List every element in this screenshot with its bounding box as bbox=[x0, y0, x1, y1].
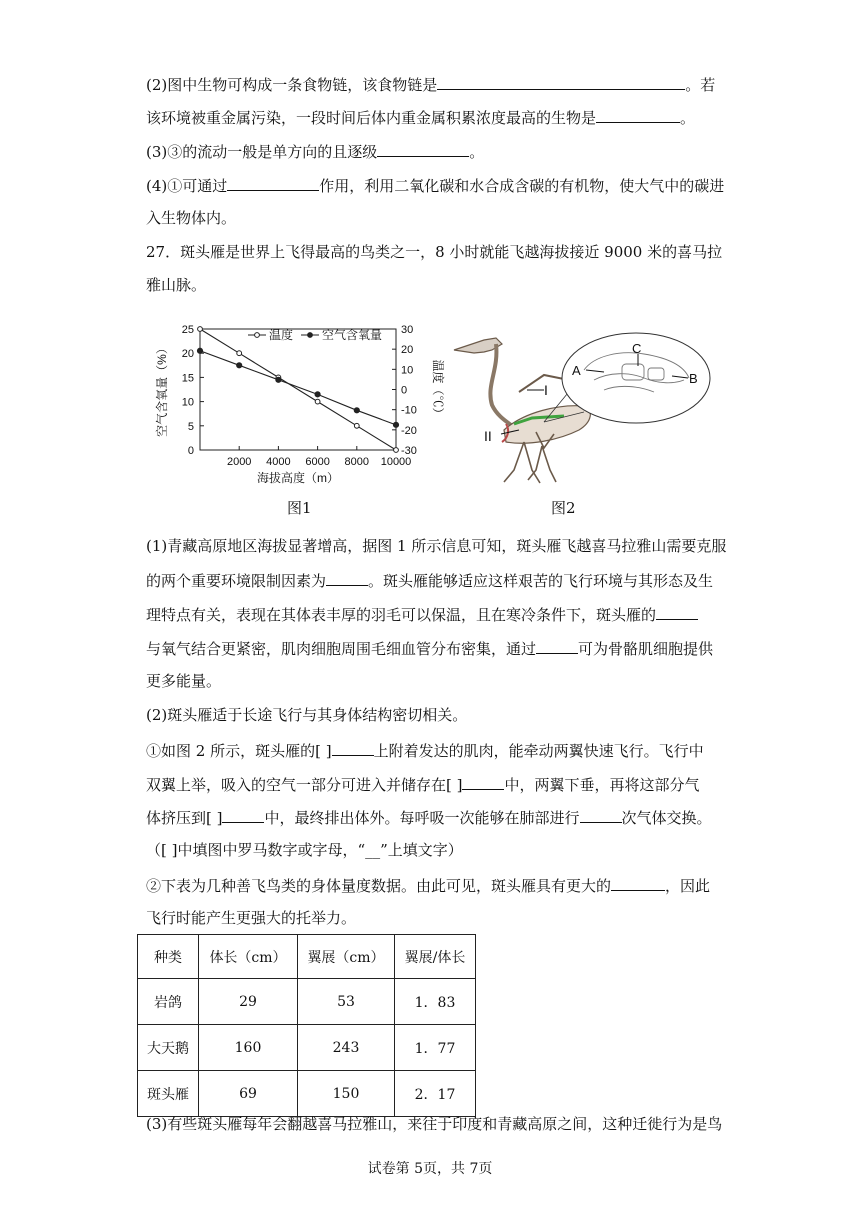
table-cell: 69 bbox=[199, 1071, 298, 1117]
q27-part1-line2 bbox=[146, 569, 713, 591]
table-header: 体长（cm） bbox=[199, 935, 298, 979]
label-B: B bbox=[689, 371, 698, 386]
text: 。斑头雁能够适应这样艰苦的飞行环境与其形态及生 bbox=[368, 572, 714, 590]
text: ①如图 2 所示，斑头雁的[ ] bbox=[146, 742, 332, 760]
table-header: 翼展/体长 bbox=[395, 935, 476, 979]
text: 体挤压到[ ] bbox=[146, 809, 223, 827]
data-point bbox=[393, 422, 398, 427]
text: 雅山脉。 bbox=[146, 276, 207, 294]
answer-blank[interactable] bbox=[462, 773, 504, 790]
text: 。 bbox=[469, 143, 485, 161]
table-cell: 大天鹅 bbox=[138, 1025, 199, 1071]
text: 上附着发达的肌肉，能牵动两翼快速飞行。飞行中 bbox=[373, 742, 704, 760]
y-right-tick-label: -30 bbox=[401, 445, 417, 457]
table-cell: 150 bbox=[298, 1071, 395, 1117]
text: 次气体交换。 bbox=[621, 809, 712, 827]
q27-intro-line1 bbox=[146, 242, 722, 262]
table-cell: 29 bbox=[199, 979, 298, 1025]
table-row bbox=[138, 1071, 476, 1117]
answer-blank[interactable] bbox=[222, 806, 264, 823]
table-cell: 斑头雁 bbox=[138, 1071, 199, 1117]
legend-label: 温度 bbox=[269, 328, 294, 342]
table-header: 种类 bbox=[138, 935, 199, 979]
answer-blank[interactable] bbox=[332, 739, 374, 756]
text: （[ ]中填图中罗马数字或字母，“__”上填文字） bbox=[146, 841, 463, 859]
x-tick-label: 8000 bbox=[344, 456, 370, 468]
answer-blank[interactable] bbox=[656, 603, 698, 620]
q26-part4-line2 bbox=[146, 208, 236, 228]
q26-part2-line2 bbox=[146, 106, 695, 128]
text: ②下表为几种善飞鸟类的身体量度数据。由此可见，斑头雁具有更大的 bbox=[146, 877, 612, 895]
page-footer: 试卷第 5页，共 7页 bbox=[367, 1161, 493, 1177]
label-A: A bbox=[572, 363, 581, 378]
q27-part2-1-line3 bbox=[146, 806, 712, 828]
y-left-tick-label: 20 bbox=[181, 348, 194, 361]
y-left-tick-label: 15 bbox=[181, 372, 194, 385]
text: 飞行时能产生更强大的托举力。 bbox=[146, 909, 357, 927]
q27-part1-line5 bbox=[146, 671, 221, 691]
figure2-bird-skeleton-diagram bbox=[444, 320, 722, 495]
data-point bbox=[315, 399, 320, 404]
y-left-tick-label: 0 bbox=[187, 445, 194, 457]
q27-part1-line3 bbox=[146, 603, 698, 625]
text: (1)青藏高原地区海拔显著增高，据图 1 所示信息可知，斑头雁飞越喜马拉雅山需要克服 bbox=[146, 537, 727, 555]
data-point bbox=[354, 423, 359, 428]
y-right-axis-label: 温度（℃） bbox=[431, 359, 445, 420]
data-point bbox=[354, 408, 359, 413]
text: 27．斑头雁是世界上飞得最高的鸟类之一，8 小时就能飞越海拔接近 9000 米的喜马拉 bbox=[146, 243, 723, 261]
data-point bbox=[197, 348, 202, 353]
legend-marker bbox=[255, 333, 260, 338]
q27-part2-1-note bbox=[146, 840, 463, 860]
label-II: II bbox=[484, 428, 492, 444]
text: (2)斑头雁适于长途飞行与其身体结构密切相关。 bbox=[146, 706, 468, 724]
legend-label: 空气含氧量 bbox=[322, 328, 383, 342]
text: 该环境被重金属污染，一段时间后体内重金属积累浓度最高的生物是 bbox=[146, 109, 597, 127]
y-right-tick-label: 30 bbox=[401, 324, 414, 336]
text: 。若 bbox=[685, 76, 716, 94]
q26-part4-line1 bbox=[146, 174, 724, 196]
series-line-1 bbox=[200, 351, 396, 425]
data-point bbox=[315, 392, 320, 397]
y-right-tick-label: -10 bbox=[401, 404, 417, 417]
table-row bbox=[138, 1025, 476, 1071]
table-header: 翼展（cm） bbox=[298, 935, 395, 979]
text: (3)有些斑头雁每年会翻越喜马拉雅山，来往于印度和青藏高原之间，这种迁徙行为是鸟 bbox=[146, 1115, 723, 1133]
y-right-tick-label: 20 bbox=[401, 344, 414, 357]
q27-part2-title bbox=[146, 705, 467, 725]
y-left-tick-label: 10 bbox=[181, 396, 194, 409]
answer-blank[interactable] bbox=[596, 106, 680, 123]
q26-part3 bbox=[146, 140, 484, 162]
text: 中，两翼下垂，再将这部分气 bbox=[504, 776, 700, 794]
answer-blank[interactable] bbox=[326, 569, 368, 586]
bird-measurement-table bbox=[137, 934, 476, 1117]
q27-part3-line1 bbox=[146, 1114, 722, 1134]
y-left-tick-label: 5 bbox=[187, 420, 194, 433]
x-tick-label: 10000 bbox=[380, 456, 412, 468]
q27-part2-2-line2 bbox=[146, 908, 356, 928]
answer-blank[interactable] bbox=[611, 874, 665, 891]
x-tick-label: 6000 bbox=[305, 456, 330, 468]
table-cell: 53 bbox=[298, 979, 395, 1025]
q27-part1-line1 bbox=[146, 536, 726, 556]
y-right-tick-label: 0 bbox=[401, 384, 408, 397]
table-cell: 2．17 bbox=[395, 1071, 476, 1117]
answer-blank[interactable] bbox=[580, 806, 622, 823]
figure1-caption: 图1 bbox=[287, 499, 312, 517]
text: 理特点有关，表现在其体表丰厚的羽毛可以保温，且在寒冷条件下，斑头雁的 bbox=[146, 606, 657, 624]
table-cell: 岩鸽 bbox=[138, 979, 199, 1025]
text: 双翼上举，吸入的空气一部分可进入并储存在[ ] bbox=[146, 776, 463, 794]
q27-part2-1-line2 bbox=[146, 773, 700, 795]
q26-part2-line1 bbox=[146, 73, 715, 95]
text: 中，最终排出体外。每呼吸一次能够在肺部进行 bbox=[264, 809, 580, 827]
x-axis-label: 海拔高度（m） bbox=[257, 471, 339, 485]
answer-blank[interactable] bbox=[377, 140, 469, 157]
data-point bbox=[276, 377, 281, 382]
label-C: C bbox=[632, 341, 642, 356]
text: 。 bbox=[680, 109, 696, 127]
q27-part1-line4 bbox=[146, 637, 713, 659]
text: (4)①可通过 bbox=[146, 177, 228, 195]
data-point bbox=[237, 363, 242, 368]
label-I: I bbox=[544, 382, 548, 398]
q27-part2-2-line1 bbox=[146, 874, 710, 896]
text: 入生物体内。 bbox=[146, 209, 237, 227]
text: ，因此 bbox=[665, 877, 711, 895]
text: 作用，利用二氧化碳和水合成含碳的有机物，使大气中的碳进 bbox=[319, 177, 725, 195]
table-cell: 1．77 bbox=[395, 1025, 476, 1071]
answer-blank[interactable] bbox=[437, 73, 685, 90]
y-right-tick-label: 10 bbox=[401, 364, 414, 377]
figure2-caption: 图2 bbox=[551, 499, 576, 517]
x-tick-label: 4000 bbox=[266, 456, 291, 468]
table-row bbox=[138, 979, 476, 1025]
answer-blank[interactable] bbox=[227, 174, 319, 191]
y-left-tick-label: 25 bbox=[181, 324, 194, 336]
data-point bbox=[198, 327, 203, 332]
y-right-tick-label: -20 bbox=[401, 424, 417, 437]
legend-marker bbox=[308, 333, 313, 338]
answer-blank[interactable] bbox=[536, 637, 578, 654]
table-cell: 1．83 bbox=[395, 979, 476, 1025]
x-tick-label: 2000 bbox=[226, 456, 252, 468]
text: (2)图中生物可构成一条食物链，该食物链是 bbox=[146, 76, 438, 94]
text: 与氧气结合更紧密，肌肉细胞周围毛细血管分布密集，通过 bbox=[146, 640, 537, 658]
text: 的两个重要环境限制因素为 bbox=[146, 572, 327, 590]
q27-part2-1-line1 bbox=[146, 739, 704, 761]
table-cell: 160 bbox=[199, 1025, 298, 1071]
data-point bbox=[394, 448, 399, 453]
data-point bbox=[237, 351, 242, 356]
text: (3)③的流动一般是单方向的且逐级 bbox=[146, 143, 378, 161]
table-header-row bbox=[138, 935, 476, 979]
text: 可为骨骼肌细胞提供 bbox=[578, 640, 714, 658]
table-cell: 243 bbox=[298, 1025, 395, 1071]
series-line-0 bbox=[200, 329, 396, 450]
y-left-axis-label: 空气含氧量（%） bbox=[155, 342, 169, 437]
q27-intro-line2 bbox=[146, 275, 206, 295]
figure1-line-chart bbox=[150, 315, 445, 490]
text: 更多能量。 bbox=[146, 672, 222, 690]
